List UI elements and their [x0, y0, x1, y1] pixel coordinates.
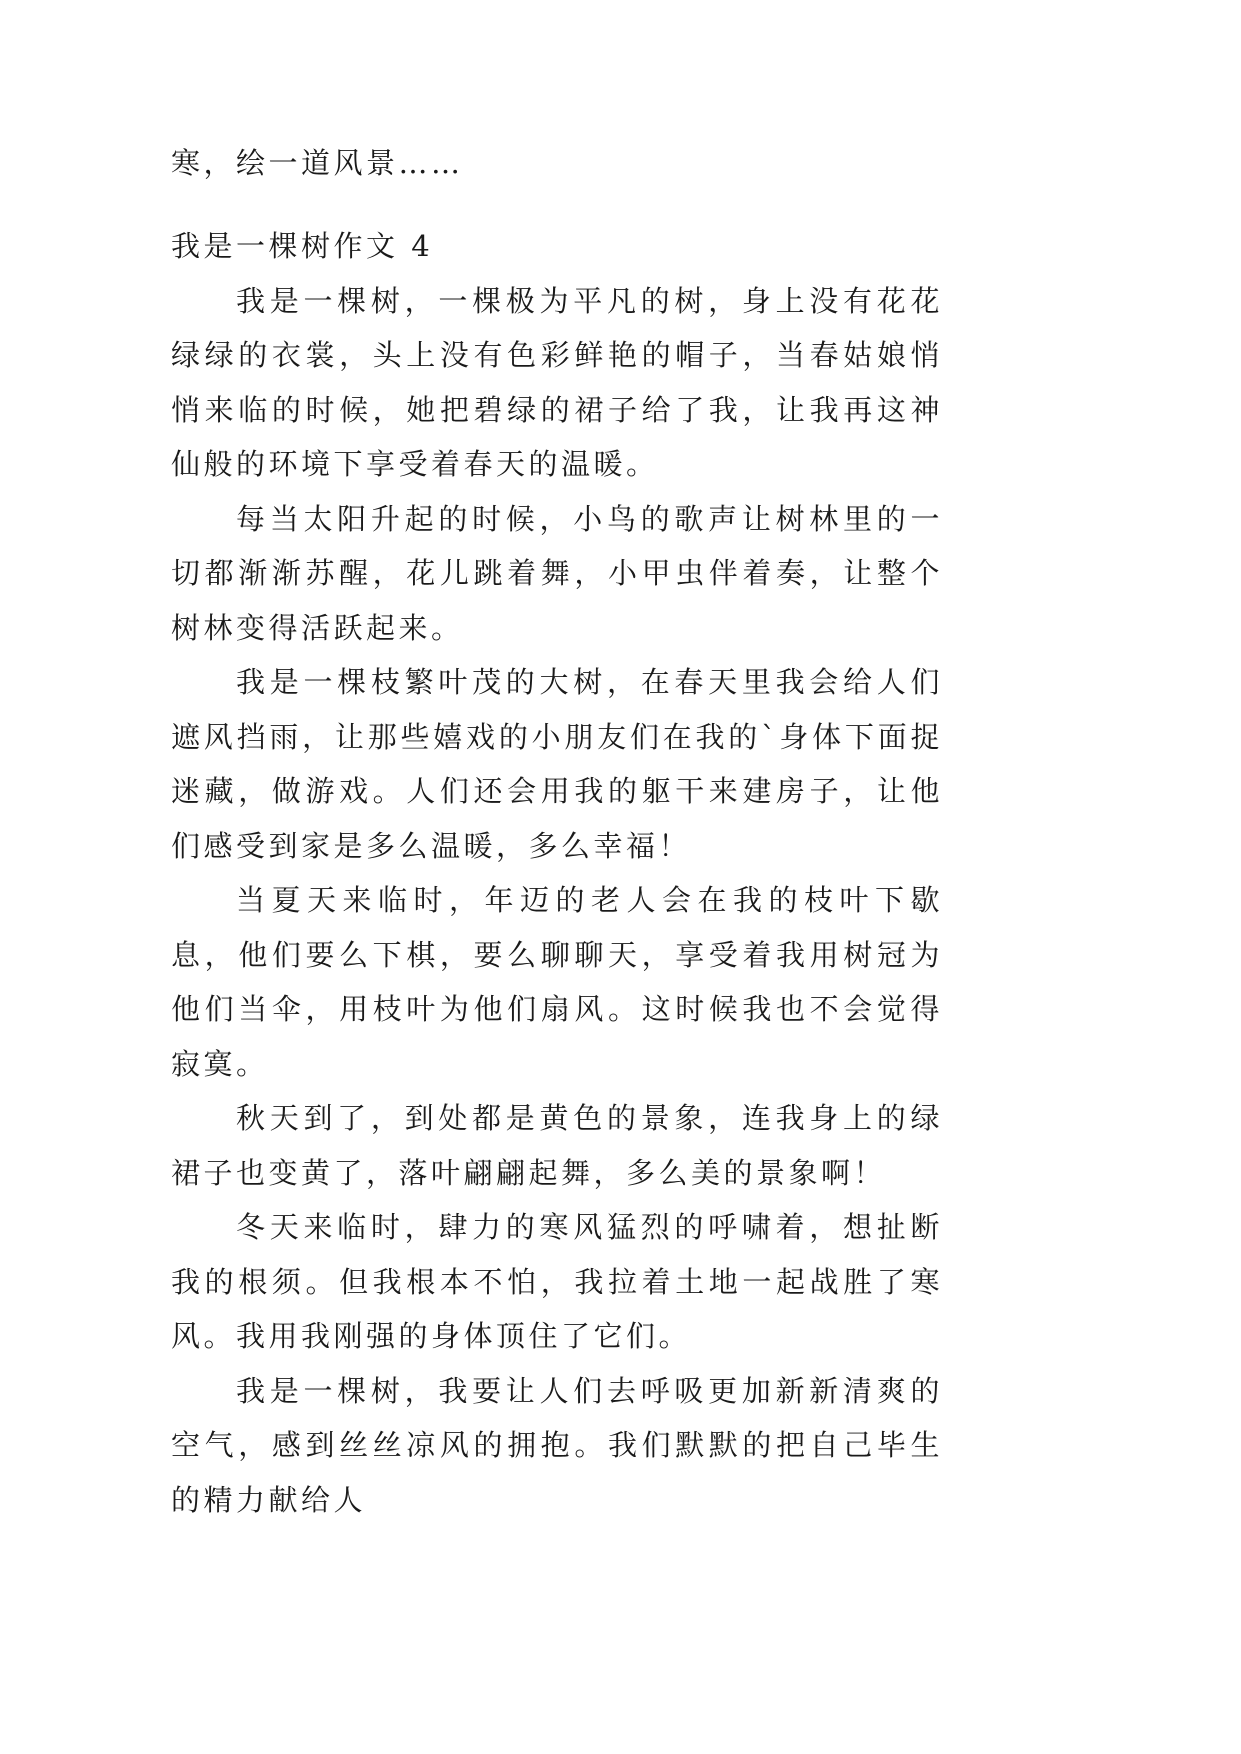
essay-paragraph: 冬天来临时，肆力的寒风猛烈的呼啸着，想扯断我的根须。但我根本不怕，我拉着土地一起战胜了寒风。我用我刚强的身体顶住了它们。 [171, 1210, 943, 1353]
essay-paragraph: 秋天到了，到处都是黄色的景象，连我身上的绿裙子也变黄了，落叶翩翩起舞，多么美的景象啊！ [171, 1101, 943, 1190]
essay-paragraph: 我是一棵树，我要让人们去呼吸更加新新清爽的空气，感到丝丝凉风的拥抱。我们默默的把自己毕生的精力献给人 [171, 1373, 943, 1517]
essay-title: 我是一棵树作文 4 [171, 229, 434, 263]
essay-paragraph: 当夏天来临时，年迈的老人会在我的枝叶下歇息，他们要么下棋，要么聊聊天，享受着我用树冠为他们当伞，用枝叶为他们扇风。这时候我也不会觉得寂寞。 [171, 883, 943, 1081]
essay-paragraph: 我是一棵枝繁叶茂的大树，在春天里我会给人们遮风挡雨，让那些嬉戏的小朋友们在我的`身体下面捉迷藏，做游戏。人们还会用我的躯干来建房子，让他们感受到家是多么温暖，多么幸福！ [171, 665, 943, 863]
previous-essay-closing-line: 寒，绘一道风景…… [171, 146, 464, 180]
essay-paragraph: 我是一棵树，一棵极为平凡的树，身上没有花花绿绿的衣裳，头上没有色彩鲜艳的帽子，当春姑娘悄悄来临的时候，她把碧绿的裙子给了我，让我再这神仙般的环境下享受着春天的温暖。 [171, 283, 943, 481]
essay-paragraph: 每当太阳升起的时候，小鸟的歌声让树林里的一切都渐渐苏醒，花儿跳着舞，小甲虫伴着奏，让整个树林变得活跃起来。 [171, 501, 943, 645]
essay-section [171, 219, 943, 1527]
